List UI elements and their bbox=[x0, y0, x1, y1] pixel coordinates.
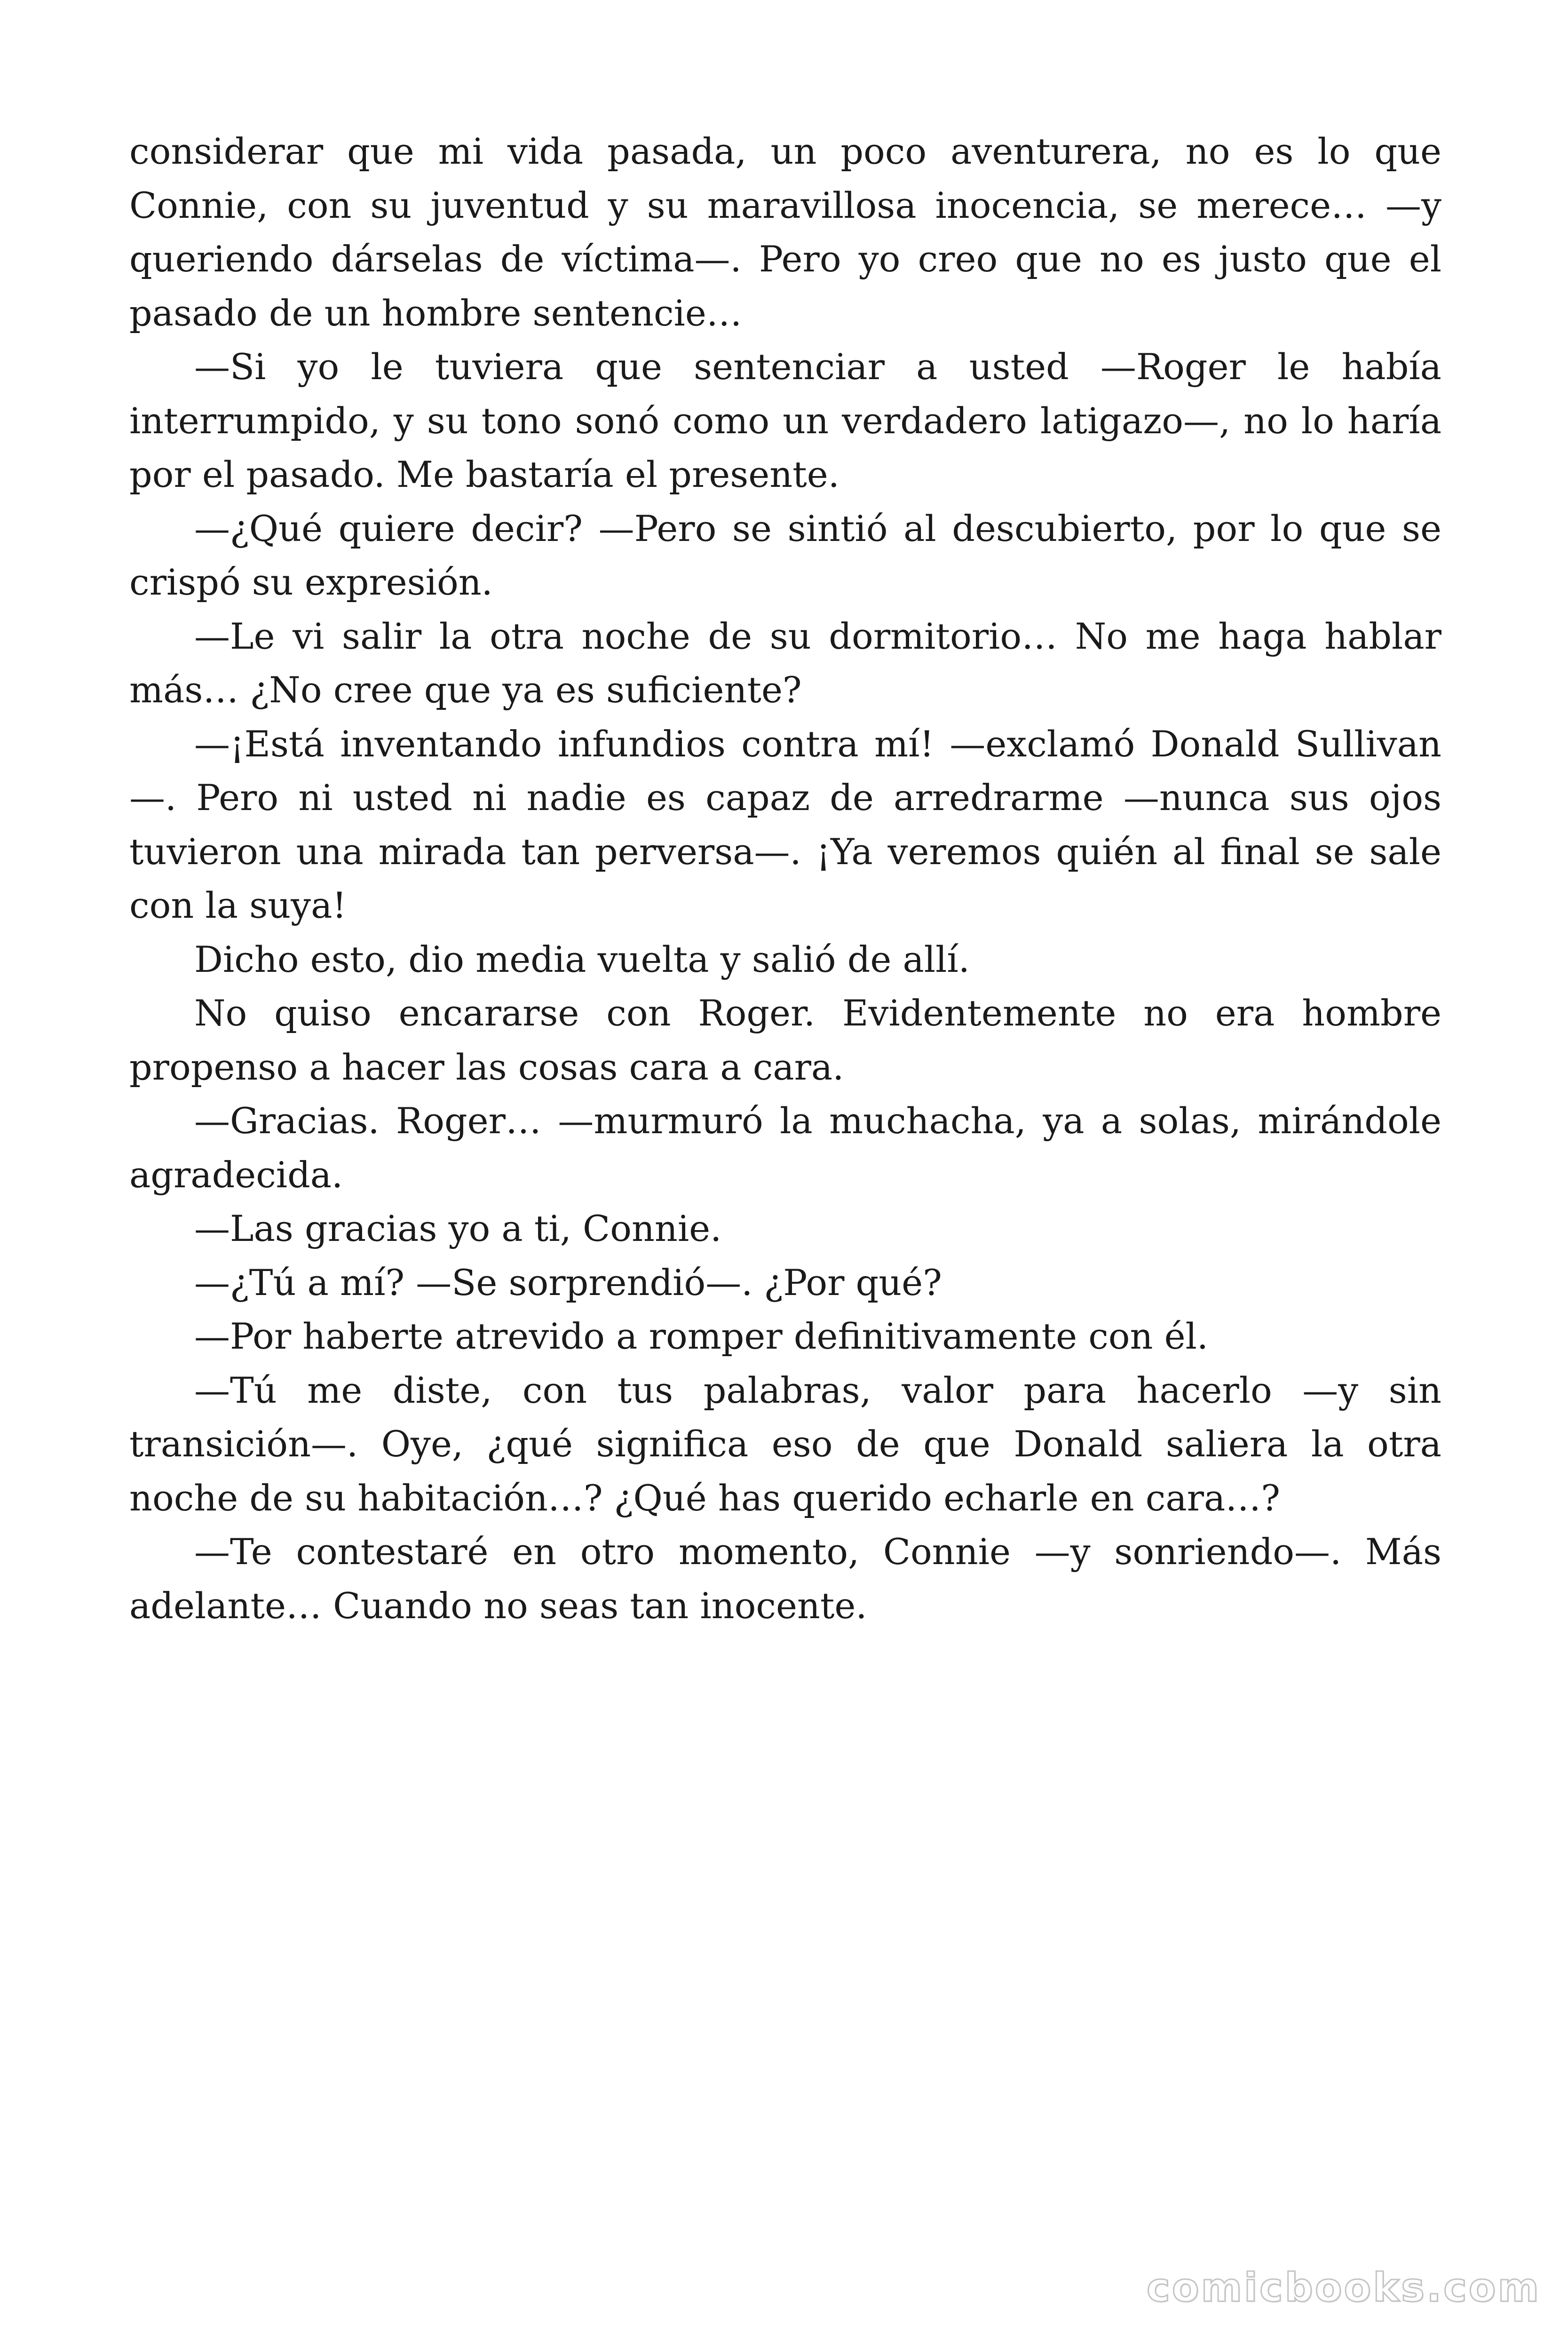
paragraph: —Tú me diste, con tus palabras, valor para hacerlo —y sin transición—. Oye, ¿qué significa eso de que Donald saliera la otra noche de su habitación…? ¿Qué has querido echarle en cara…? bbox=[129, 1369, 1441, 1519]
watermark: comicbooks.com bbox=[1147, 2265, 1541, 2311]
paragraph: considerar que mi vida pasada, un poco aventurera, no es lo que Connie, con su juventud y su maravillosa inocencia, se merece… —y queriendo dárselas de víctima—. Pero yo creo que no es justo que el pasado de un hombre sentencie… bbox=[129, 130, 1441, 334]
body-text bbox=[129, 125, 1441, 1633]
paragraph: —Si yo le tuviera que sentenciar a usted —Roger le había interrumpido, y su tono sonó como un verdadero latigazo—, no lo haría por el pasado. Me bastaría el presente. bbox=[129, 346, 1441, 495]
paragraph: —Por haberte atrevido a romper definitivamente con él. bbox=[194, 1315, 1209, 1357]
paragraph: —¡Está inventando infundios contra mí! —exclamó Donald Sullivan—. Pero ni usted ni nadie es capaz de arredrarme —nunca sus ojos tuvieron una mirada tan perversa—. ¡Ya veremos quién al final se sale con la suya! bbox=[129, 723, 1441, 926]
paragraph: —¿Qué quiere decir? —Pero se sintió al descubierto, por lo que se crispó su expresión. bbox=[129, 507, 1441, 603]
paragraph: —¿Tú a mí? —Se sorprendió—. ¿Por qué? bbox=[194, 1261, 942, 1303]
paragraph: Dicho esto, dio media vuelta y salió de allí. bbox=[194, 938, 970, 980]
paragraph: —Gracias. Roger… —murmuró la muchacha, ya a solas, mirándole agradecida. bbox=[129, 1100, 1441, 1196]
paragraph: —Te contestaré en otro momento, Connie —y sonriendo—. Más adelante… Cuando no seas tan inocente. bbox=[129, 1531, 1441, 1627]
paragraph: No quiso encararse con Roger. Evidentemente no era hombre propenso a hacer las cosas cara a cara. bbox=[129, 992, 1441, 1088]
paragraph: —Le vi salir la otra noche de su dormitorio… No me haga hablar más… ¿No cree que ya es suficiente? bbox=[129, 615, 1441, 711]
paragraph: —Las gracias yo a ti, Connie. bbox=[194, 1208, 722, 1249]
